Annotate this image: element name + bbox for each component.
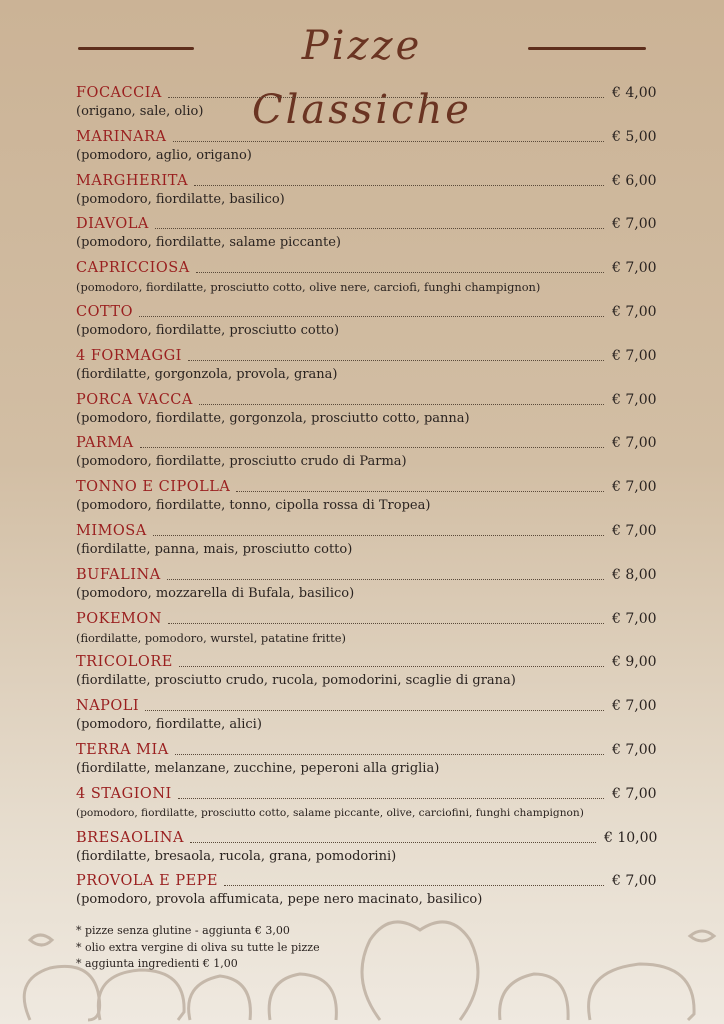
dot-leader xyxy=(153,534,604,536)
menu-item xyxy=(76,563,656,607)
pizza-ingredients: (fiordilatte, bresaola, rucola, grana, pomodorini) xyxy=(76,848,397,864)
pizza-ingredients: (pomodoro, fiordilatte, alici) xyxy=(76,717,262,733)
pizza-ingredients: (fiordilatte, pomodoro, wurstel, patatine fritte) xyxy=(76,630,346,645)
pizza-ingredients: (fiordilatte, melanzane, zucchine, peperoni alla griglia) xyxy=(76,760,440,776)
dot-leader xyxy=(178,797,604,799)
pizza-ingredients: (pomodoro, fiordilatte, gorgonzola, prosciutto cotto, panna) xyxy=(76,410,470,426)
mushroom-icon-right xyxy=(589,964,694,1020)
dot-leader xyxy=(194,184,604,186)
pizza-name: 4 STAGIONI xyxy=(76,785,172,802)
menu-notes xyxy=(76,923,320,973)
menu-item xyxy=(76,694,656,738)
tomato-icon xyxy=(24,966,99,1020)
pizza-ingredients: (pomodoro, aglio, origano) xyxy=(76,147,252,163)
dot-leader xyxy=(196,271,604,273)
pizza-ingredients: (origano, sale, olio) xyxy=(76,104,204,119)
menu-item xyxy=(76,738,656,782)
pizza-price: € 7,00 xyxy=(612,216,657,233)
menu-item xyxy=(76,169,656,213)
mushroom-icon xyxy=(98,970,184,1020)
pizza-ingredients: (pomodoro, fiordilatte, prosciutto cotto) xyxy=(76,322,340,338)
pizza-ingredients: (fiordilatte, gorgonzola, provola, grana) xyxy=(76,366,338,382)
pizza-name: BRESAOLINA xyxy=(76,829,184,846)
dot-leader xyxy=(168,96,604,98)
pepper-icon xyxy=(362,922,478,1020)
pizza-name: TONNO E CIPOLLA xyxy=(76,479,231,496)
pizza-ingredients: (fiordilatte, prosciutto crudo, rucola, pomodorini, scaglie di grana) xyxy=(76,673,516,689)
menu-item xyxy=(76,650,656,694)
pizza-name: MIMOSA xyxy=(76,522,147,539)
olive-icon xyxy=(500,974,568,1020)
pizza-name: PROVOLA E PEPE xyxy=(76,873,218,890)
header-rule-left xyxy=(78,47,194,50)
dot-leader xyxy=(168,622,604,624)
pizza-price: € 7,00 xyxy=(612,522,657,539)
pizza-name: PORCA VACCA xyxy=(76,391,193,408)
dot-leader xyxy=(167,578,604,580)
menu-item xyxy=(76,431,656,475)
pizza-price: € 9,00 xyxy=(612,654,657,671)
pizza-price: € 7,00 xyxy=(612,741,657,758)
pizza-name: POKEMON xyxy=(76,610,162,627)
pizza-name: DIAVOLA xyxy=(76,216,149,233)
page-title: Pizze Classiche xyxy=(252,23,472,133)
pizza-price: € 7,00 xyxy=(612,873,657,890)
pizza-name: FOCACCIA xyxy=(76,85,162,101)
menu-item xyxy=(76,826,656,870)
garlic-icon xyxy=(189,976,251,1020)
dot-leader xyxy=(175,753,604,755)
pizza-ingredients: (pomodoro, fiordilatte, tonno, cipolla rossa di Tropea) xyxy=(76,498,431,514)
pizza-price: € 6,00 xyxy=(612,172,657,189)
menu-item xyxy=(76,256,656,300)
pizza-ingredients: (pomodoro, fiordilatte, basilico) xyxy=(76,191,285,207)
pizza-price: € 8,00 xyxy=(612,566,657,583)
pizza-ingredients: (pomodoro, fiordilatte, prosciutto cotto, salame piccante, olive, carciofini, funghi champignon) xyxy=(76,806,584,819)
pizza-name: TRICOLORE xyxy=(76,654,173,671)
pizza-price: € 7,00 xyxy=(612,260,657,277)
pizza-price: € 7,00 xyxy=(612,435,657,452)
pizza-ingredients: (pomodoro, mozzarella di Bufala, basilico) xyxy=(76,585,355,601)
pizza-name: TERRA MIA xyxy=(76,741,169,758)
pizza-name: NAPOLI xyxy=(76,698,140,715)
note-gluten-free: * pizze senza glutine - aggiunta € 3,00 xyxy=(76,924,290,937)
pizza-ingredients: (pomodoro, fiordilatte, prosciutto cotto, olive nere, carciofi, funghi champignon) xyxy=(76,280,541,295)
menu-item xyxy=(76,344,656,388)
pizza-name: CAPRICCIOSA xyxy=(76,260,190,277)
pizza-ingredients: (pomodoro, fiordilatte, prosciutto crudo di Parma) xyxy=(76,454,407,470)
pizza-ingredients: (pomodoro, fiordilatte, salame piccante) xyxy=(76,235,341,251)
pizza-price: € 7,00 xyxy=(612,391,657,408)
dot-leader xyxy=(155,227,604,229)
pizza-name: MARINARA xyxy=(76,128,167,145)
leaf-icon xyxy=(30,935,52,945)
pizza-price: € 7,00 xyxy=(612,347,657,364)
pizza-name: BUFALINA xyxy=(76,566,161,583)
pizza-price: € 7,00 xyxy=(612,479,657,496)
menu-item xyxy=(76,300,656,344)
pizza-price: € 5,00 xyxy=(612,128,657,145)
pizza-price: € 7,00 xyxy=(612,698,657,715)
pizza-price: € 7,00 xyxy=(612,610,657,627)
menu-item xyxy=(76,212,656,256)
menu-item xyxy=(76,125,656,169)
menu-item xyxy=(76,782,656,826)
pizza-price: € 7,00 xyxy=(612,785,657,802)
dot-leader xyxy=(224,884,604,886)
menu-item xyxy=(76,388,656,432)
pizza-price: € 10,00 xyxy=(604,829,658,846)
pizza-ingredients: (fiordilatte, panna, mais, prosciutto cotto) xyxy=(76,541,353,557)
pizza-price: € 7,00 xyxy=(612,303,657,320)
note-extra-ingredients: * aggiunta ingredienti € 1,00 xyxy=(76,957,238,970)
dot-leader xyxy=(190,841,596,843)
pizza-name: PARMA xyxy=(76,435,134,452)
dot-leader xyxy=(188,359,604,361)
pizza-name: COTTO xyxy=(76,303,133,320)
menu-item xyxy=(76,519,656,563)
dot-leader xyxy=(236,490,604,492)
dot-leader xyxy=(139,315,604,317)
header-rule-right xyxy=(528,47,646,50)
dot-leader xyxy=(140,446,604,448)
note-olive-oil: * olio extra vergine di oliva su tutte le pizze xyxy=(76,940,320,954)
menu-item xyxy=(76,607,656,651)
pizza-ingredients: (pomodoro, provola affumicata, pepe nero macinato, basilico) xyxy=(76,892,483,908)
dot-leader xyxy=(173,140,604,142)
menu-item xyxy=(76,81,656,125)
dot-leader xyxy=(199,403,604,405)
menu-item xyxy=(76,475,656,519)
dot-leader xyxy=(145,709,604,711)
dot-leader xyxy=(179,665,604,667)
pizza-menu-list xyxy=(76,81,656,913)
pizza-price: € 4,00 xyxy=(612,85,657,101)
pizza-name: MARGHERITA xyxy=(76,172,189,189)
pizza-name: 4 FORMAGGI xyxy=(76,347,182,364)
onion-icon xyxy=(269,974,336,1020)
leaf-icon-right xyxy=(690,931,714,941)
